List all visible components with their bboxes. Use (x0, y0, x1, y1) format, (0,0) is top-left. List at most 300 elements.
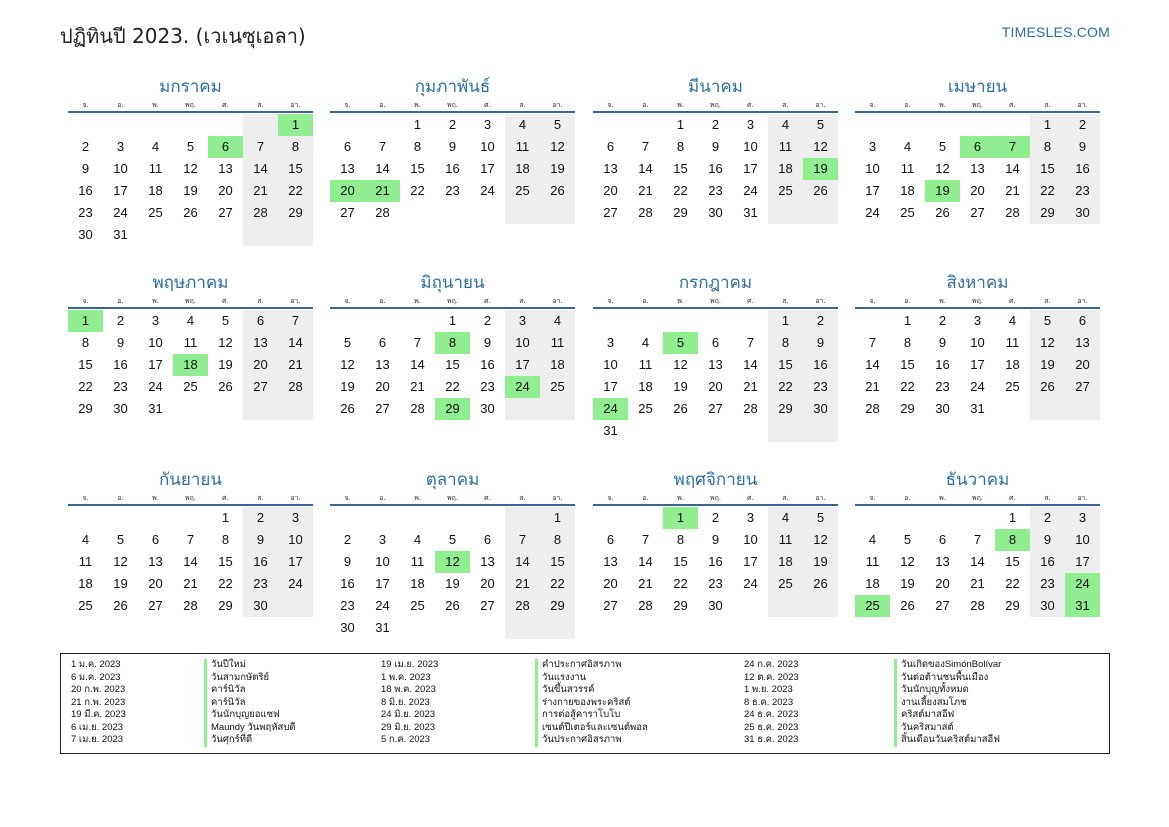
weekday-label: พ. (414, 101, 421, 109)
day-cell: 21 (970, 576, 985, 591)
month-name: พฤษภาคม (152, 273, 229, 293)
month-name: ธันวาคม (945, 470, 1010, 490)
day-cell: 12 (900, 554, 915, 569)
weekday-label: ศ. (1009, 297, 1016, 305)
day-cell: 28 (1005, 205, 1020, 220)
holiday-day-cell: 6 (208, 136, 243, 158)
day-cell: 26 (813, 183, 828, 198)
day-cell: 17 (515, 357, 530, 372)
day-cell: 9 (343, 554, 352, 569)
weekday-header (855, 295, 1100, 307)
holiday-date: 8 มิ.ย. 2023 (381, 696, 430, 708)
holiday-name: วันปีใหม่ (204, 659, 246, 672)
day-cell: 7 (186, 532, 195, 547)
holiday-date: 7 เม.ย. 2023 (71, 734, 124, 745)
day-cell: 30 (935, 401, 950, 416)
day-cell: 24 (288, 576, 303, 591)
weekday-label: ส. (1044, 494, 1051, 502)
weekday-header (593, 295, 838, 307)
day-cell: 27 (970, 205, 985, 220)
day-cell: 17 (288, 554, 303, 569)
day-cell: 2 (343, 532, 352, 547)
day-cell: 21 (410, 379, 425, 394)
holiday-day-cell: 12 (435, 551, 470, 573)
day-cell: 20 (253, 357, 268, 372)
weekday-label: จ. (82, 494, 89, 502)
holiday-name: การต่อสู้คาราโบโบ (535, 709, 620, 722)
weekday-label: พ. (152, 494, 159, 502)
month-name: เมษายน (947, 77, 1008, 97)
day-cell: 13 (935, 554, 950, 569)
weekday-label: จ. (869, 297, 876, 305)
weekday-label: ศ. (747, 494, 754, 502)
day-cell: 4 (781, 510, 790, 525)
weekday-header (330, 99, 575, 111)
day-cell: 8 (676, 532, 685, 547)
day-cell: 25 (550, 379, 565, 394)
day-cell: 7 (641, 532, 650, 547)
day-cell: 21 (515, 576, 530, 591)
day-cell: 18 (78, 576, 93, 591)
day-cell: 2 (256, 510, 265, 525)
holiday-name: วันเกิดของSimónBolívar (894, 659, 1001, 672)
day-cell: 8 (221, 532, 230, 547)
day-cell: 4 (868, 532, 877, 547)
day-cell: 9 (448, 139, 457, 154)
day-cell: 10 (375, 554, 390, 569)
day-cell: 26 (218, 379, 233, 394)
day-cell: 16 (340, 576, 355, 591)
day-cell: 2 (448, 117, 457, 132)
weekday-header (855, 492, 1100, 504)
weekday-label: อ. (117, 494, 124, 502)
day-cell: 27 (253, 379, 268, 394)
day-cell: 10 (480, 139, 495, 154)
day-cell: 15 (410, 161, 425, 176)
month-name: สิงหาคม (946, 273, 1009, 293)
day-cell: 14 (743, 357, 758, 372)
day-cell: 2 (711, 510, 720, 525)
day-cell: 30 (1040, 598, 1055, 613)
day-cell: 3 (1078, 510, 1087, 525)
day-cell: 5 (116, 532, 125, 547)
day-cell: 26 (340, 401, 355, 416)
holiday-day-cell: 21 (365, 180, 400, 202)
holiday-date: 5 ก.ค. 2023 (381, 734, 431, 745)
day-cell: 27 (603, 205, 618, 220)
holiday-day-cell: 25 (855, 595, 890, 617)
day-cell: 11 (778, 532, 793, 547)
day-cell: 14 (515, 554, 530, 569)
weekday-label: จ. (869, 494, 876, 502)
holiday-name: วันคริสมาสต์ (894, 722, 954, 735)
holiday-list (60, 653, 1110, 754)
weekday-label: อา. (290, 494, 301, 502)
day-cell: 26 (113, 598, 128, 613)
day-cell: 17 (865, 183, 880, 198)
day-cell: 13 (148, 554, 163, 569)
weekday-label: อ. (117, 101, 124, 109)
day-cell: 13 (340, 161, 355, 176)
day-cell: 28 (743, 401, 758, 416)
day-cell: 1 (676, 117, 685, 132)
day-cell: 22 (445, 379, 460, 394)
day-cell: 20 (708, 379, 723, 394)
day-cell: 2 (816, 313, 825, 328)
day-cell: 30 (78, 227, 93, 242)
weekday-label: พฤ. (184, 101, 197, 109)
day-cell: 28 (183, 598, 198, 613)
page-title: ปฏิทินปี 2023. (เวเนซุเอลา) (60, 24, 306, 48)
weekday-label: พฤ. (446, 494, 459, 502)
holiday-date: 25 ธ.ค. 2023 (744, 721, 799, 733)
day-cell: 18 (900, 183, 915, 198)
day-cell: 23 (1075, 183, 1090, 198)
day-cell: 3 (973, 313, 982, 328)
day-cell: 24 (743, 576, 758, 591)
day-cell: 28 (638, 205, 653, 220)
day-cell: 7 (518, 532, 527, 547)
day-cell: 27 (1075, 379, 1090, 394)
day-cell: 13 (603, 554, 618, 569)
holiday-date: 20 ก.พ. 2023 (71, 684, 126, 695)
day-cell: 25 (410, 598, 425, 613)
day-cell: 26 (1040, 379, 1055, 394)
day-cell: 22 (550, 576, 565, 591)
weekday-label: อา. (552, 494, 563, 502)
day-cell: 27 (480, 598, 495, 613)
day-cell: 23 (340, 598, 355, 613)
weekday-label: ส. (257, 101, 264, 109)
day-cell: 3 (378, 532, 387, 547)
day-cell: 23 (445, 183, 460, 198)
day-cell: 13 (603, 161, 618, 176)
day-cell: 17 (603, 379, 618, 394)
day-cell: 5 (903, 532, 912, 547)
day-cell: 24 (113, 205, 128, 220)
holiday-name: เซนต์ปีเตอร์และเซนต์พอล (535, 722, 648, 735)
holiday-day-cell: 20 (330, 180, 365, 202)
day-cell: 31 (148, 401, 163, 416)
day-cell: 9 (256, 532, 265, 547)
day-cell: 14 (865, 357, 880, 372)
weekday-label: ส. (782, 494, 789, 502)
day-cell: 2 (711, 117, 720, 132)
day-cell: 10 (743, 532, 758, 547)
holiday-name: วันสามกษัตริย์ (204, 672, 269, 685)
day-cell: 31 (375, 620, 390, 635)
weekday-label: พฤ. (184, 494, 197, 502)
day-cell: 22 (78, 379, 93, 394)
day-cell: 22 (673, 576, 688, 591)
day-cell: 12 (218, 335, 233, 350)
holiday-name: วันขึ้นสวรรค์ (535, 684, 595, 697)
day-cell: 20 (935, 576, 950, 591)
day-cell: 16 (935, 357, 950, 372)
weekday-label: ศ. (484, 494, 491, 502)
day-cell: 4 (413, 532, 422, 547)
day-cell: 15 (288, 161, 303, 176)
day-cell: 23 (708, 183, 723, 198)
day-cell: 20 (375, 379, 390, 394)
day-cell: 19 (445, 576, 460, 591)
day-cell: 13 (1075, 335, 1090, 350)
day-cell: 21 (638, 576, 653, 591)
holiday-date: 21 ก.พ. 2023 (71, 696, 126, 708)
day-cell: 21 (288, 357, 303, 372)
day-cell: 30 (708, 205, 723, 220)
day-cell: 12 (673, 357, 688, 372)
day-cell: 18 (148, 183, 163, 198)
day-cell: 16 (253, 554, 268, 569)
day-cell: 2 (938, 313, 947, 328)
day-cell: 17 (1075, 554, 1090, 569)
day-cell: 3 (291, 510, 300, 525)
day-cell: 4 (553, 313, 562, 328)
day-cell: 6 (343, 139, 352, 154)
day-cell: 14 (375, 161, 390, 176)
day-cell: 1 (221, 510, 230, 525)
holiday-name: วันแรงงาน (535, 672, 586, 685)
day-cell: 31 (743, 205, 758, 220)
day-cell: 29 (78, 401, 93, 416)
day-cell: 7 (641, 139, 650, 154)
weekday-label: จ. (607, 297, 614, 305)
day-cell: 11 (1005, 335, 1020, 350)
day-cell: 20 (1075, 357, 1090, 372)
day-cell: 13 (970, 161, 985, 176)
weekday-label: พ. (152, 297, 159, 305)
day-cell: 17 (743, 161, 758, 176)
weekday-label: จ. (344, 297, 351, 305)
holiday-day-cell: 19 (925, 180, 960, 202)
day-cell: 14 (1005, 161, 1020, 176)
day-cell: 4 (186, 313, 195, 328)
day-cell: 22 (288, 183, 303, 198)
day-cell: 4 (81, 532, 90, 547)
weekday-label: อา. (815, 101, 826, 109)
weekday-label: พ. (677, 494, 684, 502)
day-cell: 11 (550, 335, 565, 350)
holiday-date: 12 ต.ค. 2023 (744, 671, 799, 683)
day-cell: 8 (676, 139, 685, 154)
day-cell: 3 (606, 335, 615, 350)
day-cell: 25 (900, 205, 915, 220)
weekday-label: ส. (1044, 101, 1051, 109)
day-cell: 3 (483, 117, 492, 132)
holiday-date: 18 พ.ค. 2023 (381, 684, 436, 695)
day-cell: 11 (78, 554, 93, 569)
weekday-label: พฤ. (184, 297, 197, 305)
weekday-label: ศ. (222, 101, 229, 109)
day-cell: 5 (816, 510, 825, 525)
holiday-date: 24 มิ.ย. 2023 (381, 709, 436, 720)
day-cell: 13 (480, 554, 495, 569)
weekday-label: ศ. (747, 101, 754, 109)
day-cell: 10 (113, 161, 128, 176)
day-cell: 26 (900, 598, 915, 613)
day-cell: 4 (151, 139, 160, 154)
day-cell: 14 (288, 335, 303, 350)
day-cell: 10 (148, 335, 163, 350)
weekday-label: อ. (904, 297, 911, 305)
weekday-label: ศ. (1009, 494, 1016, 502)
weekday-label: ส. (257, 297, 264, 305)
day-cell: 9 (1043, 532, 1052, 547)
weekday-label: พ. (152, 101, 159, 109)
day-cell: 25 (515, 183, 530, 198)
day-cell: 16 (813, 357, 828, 372)
day-cell: 5 (816, 117, 825, 132)
day-cell: 10 (970, 335, 985, 350)
weekday-label: ส. (257, 494, 264, 502)
holiday-day-cell: 6 (960, 136, 995, 158)
day-cell: 22 (410, 183, 425, 198)
weekday-label: จ. (869, 101, 876, 109)
weekday-label: จ. (82, 101, 89, 109)
month-rule (68, 504, 313, 506)
day-cell: 5 (221, 313, 230, 328)
day-cell: 11 (410, 554, 425, 569)
day-cell: 22 (1005, 576, 1020, 591)
day-cell: 13 (375, 357, 390, 372)
holiday-day-cell: 24 (1065, 573, 1100, 595)
day-cell: 25 (778, 576, 793, 591)
day-cell: 9 (1078, 139, 1087, 154)
day-cell: 19 (340, 379, 355, 394)
weekday-label: พฤ. (709, 297, 722, 305)
weekday-header (593, 492, 838, 504)
day-cell: 15 (778, 357, 793, 372)
day-cell: 8 (553, 532, 562, 547)
site-link[interactable]: TIMESLES.COM (1001, 24, 1110, 40)
day-cell: 21 (743, 379, 758, 394)
holiday-name: ร่างกายของพระคริสต์ (535, 697, 630, 710)
day-cell: 14 (253, 161, 268, 176)
weekday-label: จ. (607, 494, 614, 502)
weekday-header (330, 295, 575, 307)
day-cell: 11 (183, 335, 198, 350)
day-cell: 6 (483, 532, 492, 547)
day-cell: 5 (553, 117, 562, 132)
day-cell: 11 (778, 139, 793, 154)
day-cell: 27 (375, 401, 390, 416)
holiday-day-cell: 24 (505, 376, 540, 398)
holiday-date: 19 มี.ค. 2023 (71, 709, 126, 720)
day-cell: 7 (868, 335, 877, 350)
weekday-label: อา. (815, 297, 826, 305)
day-cell: 16 (113, 357, 128, 372)
month-name: มีนาคม (688, 77, 743, 97)
day-cell: 22 (218, 576, 233, 591)
day-cell: 29 (1005, 598, 1020, 613)
day-cell: 3 (116, 139, 125, 154)
holiday-name: วันประกาศอิสรภาพ (535, 734, 622, 747)
weekday-label: อ. (117, 297, 124, 305)
day-cell: 8 (1043, 139, 1052, 154)
day-cell: 11 (900, 161, 915, 176)
day-cell: 16 (445, 161, 460, 176)
day-cell: 30 (340, 620, 355, 635)
day-cell: 23 (78, 205, 93, 220)
day-cell: 23 (708, 576, 723, 591)
day-cell: 27 (708, 401, 723, 416)
weekday-label: พ. (677, 297, 684, 305)
day-cell: 31 (603, 423, 618, 438)
day-cell: 9 (483, 335, 492, 350)
weekday-label: พฤ. (446, 297, 459, 305)
day-cell: 25 (778, 183, 793, 198)
holiday-name: คาร์นิวัล (204, 697, 245, 710)
day-cell: 23 (813, 379, 828, 394)
day-cell: 16 (1075, 161, 1090, 176)
day-cell: 5 (186, 139, 195, 154)
day-cell: 16 (1040, 554, 1055, 569)
month-name: กันยายน (158, 470, 222, 490)
day-cell: 4 (641, 335, 650, 350)
day-cell: 18 (865, 576, 880, 591)
month-name: ตุลาคม (425, 470, 480, 490)
holiday-day-cell: 29 (435, 398, 470, 420)
day-cell: 25 (183, 379, 198, 394)
day-cell: 29 (288, 205, 303, 220)
day-cell: 19 (673, 379, 688, 394)
day-cell: 1 (413, 117, 422, 132)
weekday-label: อ. (904, 101, 911, 109)
day-cell: 19 (550, 161, 565, 176)
day-cell: 25 (148, 205, 163, 220)
day-cell: 12 (550, 139, 565, 154)
weekday-label: พ. (414, 494, 421, 502)
holiday-name: วันนักบุญยอแซฟ (204, 709, 280, 722)
day-cell: 26 (673, 401, 688, 416)
day-cell: 6 (606, 139, 615, 154)
day-cell: 26 (445, 598, 460, 613)
day-cell: 28 (970, 598, 985, 613)
day-cell: 30 (708, 598, 723, 613)
day-cell: 7 (413, 335, 422, 350)
holiday-day-cell: 19 (803, 158, 838, 180)
day-cell: 28 (865, 401, 880, 416)
day-cell: 17 (743, 554, 758, 569)
holiday-name: Maundy วันพฤหัสบดี (204, 722, 296, 735)
month-rule (593, 111, 838, 113)
weekday-label: พ. (939, 494, 946, 502)
day-cell: 19 (1040, 357, 1055, 372)
day-cell: 3 (151, 313, 160, 328)
month-rule (330, 504, 575, 506)
day-cell: 6 (938, 532, 947, 547)
weekday-label: อา. (552, 297, 563, 305)
day-cell: 14 (638, 161, 653, 176)
day-cell: 29 (550, 598, 565, 613)
day-cell: 18 (638, 379, 653, 394)
weekday-label: อ. (904, 494, 911, 502)
day-cell: 12 (813, 532, 828, 547)
weekday-label: จ. (82, 297, 89, 305)
day-cell: 20 (970, 183, 985, 198)
holiday-name: วันนักบุญทั้งหมด (894, 684, 969, 697)
day-cell: 18 (778, 554, 793, 569)
day-cell: 28 (638, 598, 653, 613)
month-name: พฤศจิกายน (673, 470, 758, 490)
weekday-label: อ. (379, 494, 386, 502)
weekday-label: อา. (1077, 494, 1088, 502)
day-cell: 23 (1040, 576, 1055, 591)
day-cell: 23 (113, 379, 128, 394)
month-rule (330, 111, 575, 113)
weekday-label: ส. (519, 297, 526, 305)
